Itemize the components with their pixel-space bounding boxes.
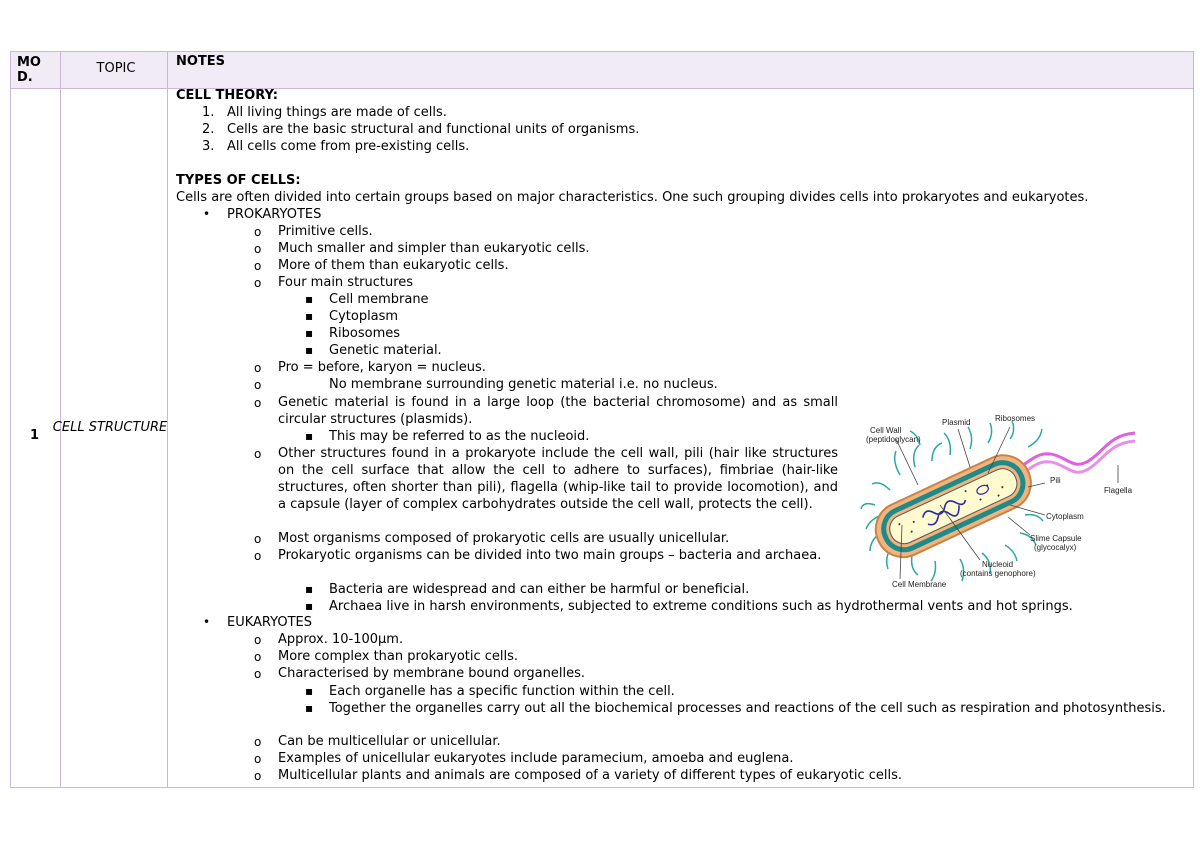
types-heading: TYPES OF CELLS: — [176, 173, 301, 188]
label-cell-wall-sub: (peptidoglycan) — [866, 435, 921, 444]
square-marker: ▪ — [305, 582, 314, 596]
label-pili: Pili — [1050, 476, 1061, 485]
structure-item: Cytoplasm — [329, 309, 399, 324]
circle-marker: o — [254, 225, 262, 239]
prokaryote-point: Pro = before, karyon = nucleus. — [278, 360, 486, 375]
label-nucleoid-sub: (contains genophore) — [960, 569, 1036, 578]
label-slime-capsule: Slime Capsule — [1030, 534, 1082, 543]
label-cell-membrane: Cell Membrane — [892, 580, 947, 589]
circle-marker: o — [254, 735, 262, 749]
square-marker: ▪ — [305, 326, 314, 340]
cell-theory-item: Cells are the basic structural and functional units of organisms. — [227, 122, 640, 137]
header-topic: TOPIC — [96, 61, 136, 76]
prokaryote-point: Genetic material is found in a large loop (the bacterial chromosome) and as small circular structures (plasmids). — [278, 395, 838, 427]
cell-theory-item: All living things are made of cells. — [227, 105, 447, 120]
prokaryote-cell-diagram — [860, 405, 1145, 595]
prokaryote-point: Much smaller and simpler than eukaryotic cells. — [278, 241, 590, 256]
eukaryote-point: Examples of unicellular eukaryotes include paramecium, amoeba and euglena. — [278, 751, 794, 766]
organelle-note: Each organelle has a specific function within the cell. — [329, 684, 675, 699]
square-marker: ▪ — [305, 701, 314, 715]
label-flagella: Flagella — [1104, 486, 1133, 495]
group-note: Bacteria are widespread and can either be harmful or beneficial. — [329, 582, 750, 597]
eukaryote-point: Approx. 10-100μm. — [278, 632, 404, 647]
circle-marker: o — [254, 276, 262, 290]
header-notes: NOTES — [176, 54, 226, 69]
circle-marker: o — [254, 549, 262, 563]
types-intro: Cells are often divided into certain groups based on major characteristics. One such grouping divides cells into prokaryotes and eukaryotes. — [176, 190, 1089, 205]
prokaryote-point: More of them than eukaryotic cells. — [278, 258, 509, 273]
circle-marker: o — [254, 361, 262, 375]
cell-theory-item: All cells come from pre-existing cells. — [227, 139, 470, 154]
circle-marker: o — [254, 650, 262, 664]
label-nucleoid: Nucleoid — [982, 560, 1014, 569]
prokaryote-point: Four main structures — [278, 275, 414, 290]
bullet-marker: • — [203, 207, 211, 221]
eukaryotes-label: EUKARYOTES — [227, 615, 312, 630]
circle-marker: o — [254, 752, 262, 766]
topic-value: CELL STRUCTURE — [52, 420, 168, 435]
eukaryote-point: Multicellular plants and animals are composed of a variety of different types of eukaryotic cells. — [278, 768, 903, 783]
label-cell-wall: Cell Wall — [870, 426, 902, 435]
circle-marker: o — [254, 378, 262, 392]
label-slime-capsule-sub: (glycocalyx) — [1034, 543, 1077, 552]
square-marker: ▪ — [305, 599, 314, 613]
circle-marker: o — [254, 769, 262, 783]
prokaryote-point: No membrane surrounding genetic material i.e. no nucleus. — [329, 377, 718, 392]
square-marker: ▪ — [305, 292, 314, 306]
prokaryote-point: Prokaryotic organisms can be divided into two main groups – bacteria and archaea. — [278, 548, 822, 563]
square-marker: ▪ — [305, 343, 314, 357]
circle-marker: o — [254, 532, 262, 546]
circle-marker: o — [254, 667, 262, 681]
nucleoid-note: This may be referred to as the nucleoid. — [329, 429, 590, 444]
group-note: Archaea live in harsh environments, subjected to extreme conditions such as hydrothermal vents and hot springs. — [329, 599, 1073, 614]
structure-item: Genetic material. — [329, 343, 442, 358]
label-cytoplasm: Cytoplasm — [1046, 512, 1084, 521]
prokaryotes-label: PROKARYOTES — [227, 207, 322, 222]
circle-marker: o — [254, 242, 262, 256]
structure-item: Cell membrane — [329, 292, 429, 307]
circle-marker: o — [254, 633, 262, 647]
eukaryote-point: More complex than prokaryotic cells. — [278, 649, 519, 664]
bullet-marker: • — [203, 615, 211, 629]
eukaryote-point: Characterised by membrane bound organelles. — [278, 666, 586, 681]
circle-marker: o — [254, 447, 262, 461]
square-marker: ▪ — [305, 309, 314, 323]
circle-marker: o — [254, 396, 262, 410]
square-marker: ▪ — [305, 684, 314, 698]
label-ribosomes: Ribosomes — [995, 414, 1036, 423]
prokaryote-point: Most organisms composed of prokaryotic cells are usually unicellular. — [278, 531, 730, 546]
prokaryote-point: Other structures found in a prokaryote include the cell wall, pili (hair like structures on the cell surface that allow the cell to adhere to surfaces), fimbriae (hair-like structures, often shorter than pili), flagella (whip-like tail to provide locomotion), and a capsule (layer of complex carbohydrates outside the cell wall, protects the cell). — [278, 446, 838, 512]
header-mod: MO D. — [17, 55, 41, 85]
structure-item: Ribosomes — [329, 326, 401, 341]
eukaryote-point: Can be multicellular or unicellular. — [278, 734, 501, 749]
cell-theory-heading: CELL THEORY: — [176, 88, 278, 103]
circle-marker: o — [254, 259, 262, 273]
module-number: 1 — [30, 428, 40, 443]
label-plasmid: Plasmid — [942, 418, 971, 427]
prokaryote-point: Primitive cells. — [278, 224, 373, 239]
square-marker: ▪ — [305, 429, 314, 443]
organelle-note: Together the organelles carry out all the biochemical processes and reactions of the cell such as respiration and photosynthesis. — [329, 701, 1166, 716]
